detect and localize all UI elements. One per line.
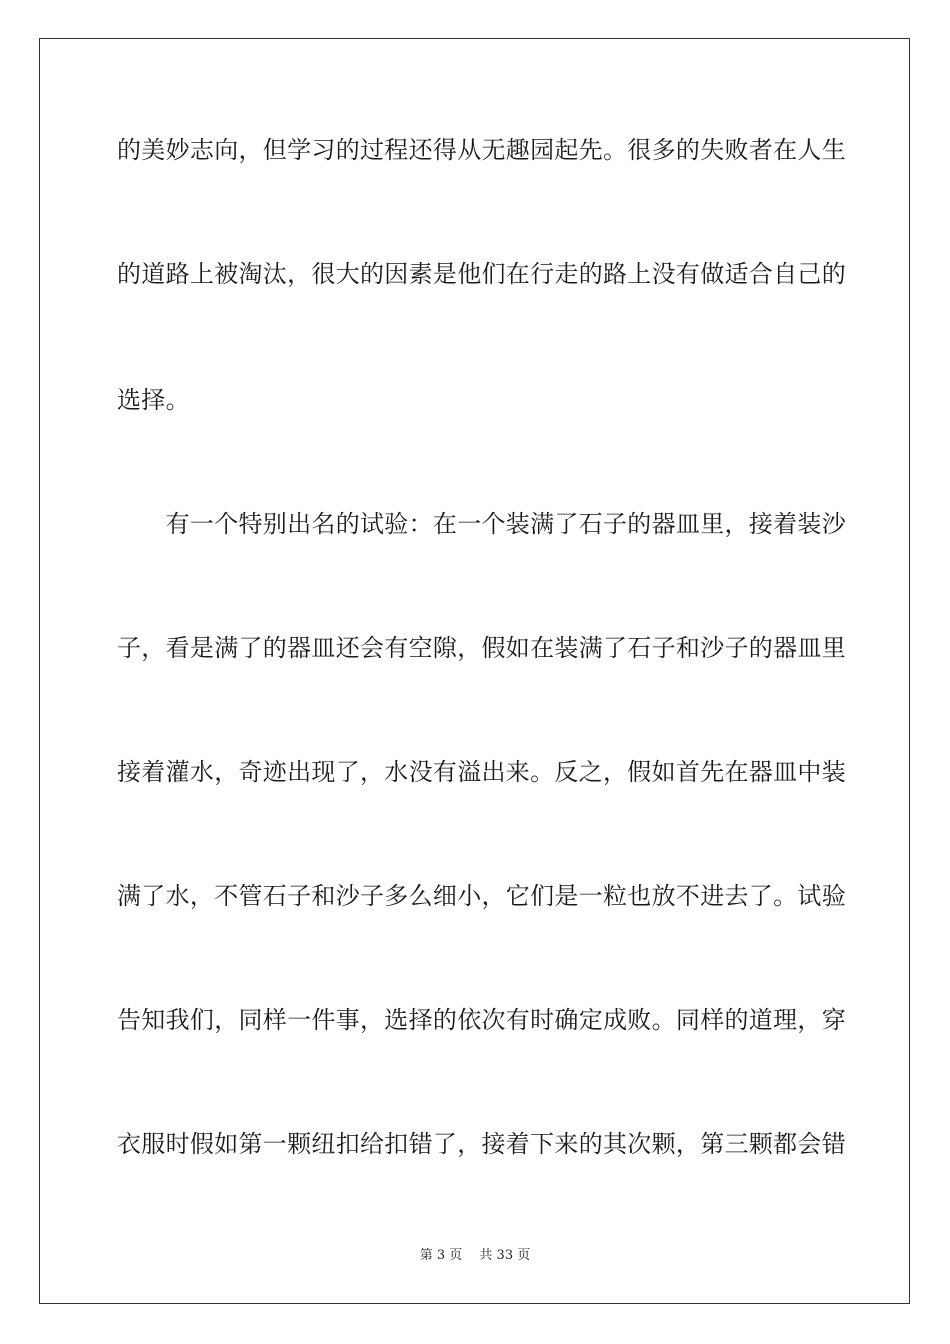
body-text-line-8: 告知我们，同样一件事，选择的依次有时确定成败。同样的道理，穿 [117, 1006, 846, 1034]
body-text-line-2: 的道路上被淘汰，很大的因素是他们在行走的路上没有做适合自己的 [117, 260, 846, 288]
body-text-line-5: 子，看是满了的器皿还会有空隙，假如在装满了石子和沙子的器皿里 [117, 634, 846, 662]
body-text-line-4: 有一个特别出名的试验：在一个装满了石子的器皿里，接着装沙 [117, 510, 846, 538]
body-text-line-6: 接着灌水，奇迹出现了，水没有溢出来。反之，假如首先在器皿中装 [117, 758, 846, 786]
page-border [39, 38, 910, 1304]
page-number-footer: 第 3 页 共 33 页 [419, 1248, 531, 1263]
body-text-line-7: 满了水，不管石子和沙子多么细小，它们是一粒也放不进去了。试验 [117, 882, 846, 910]
body-text-line-3: 选择。 [117, 386, 190, 414]
body-text-line-1: 的美妙志向，但学习的过程还得从无趣园起先。很多的失败者在人生 [117, 136, 846, 164]
body-text-line-9: 衣服时假如第一颗纽扣给扣错了，接着下来的其次颗，第三颗都会错 [117, 1130, 846, 1158]
